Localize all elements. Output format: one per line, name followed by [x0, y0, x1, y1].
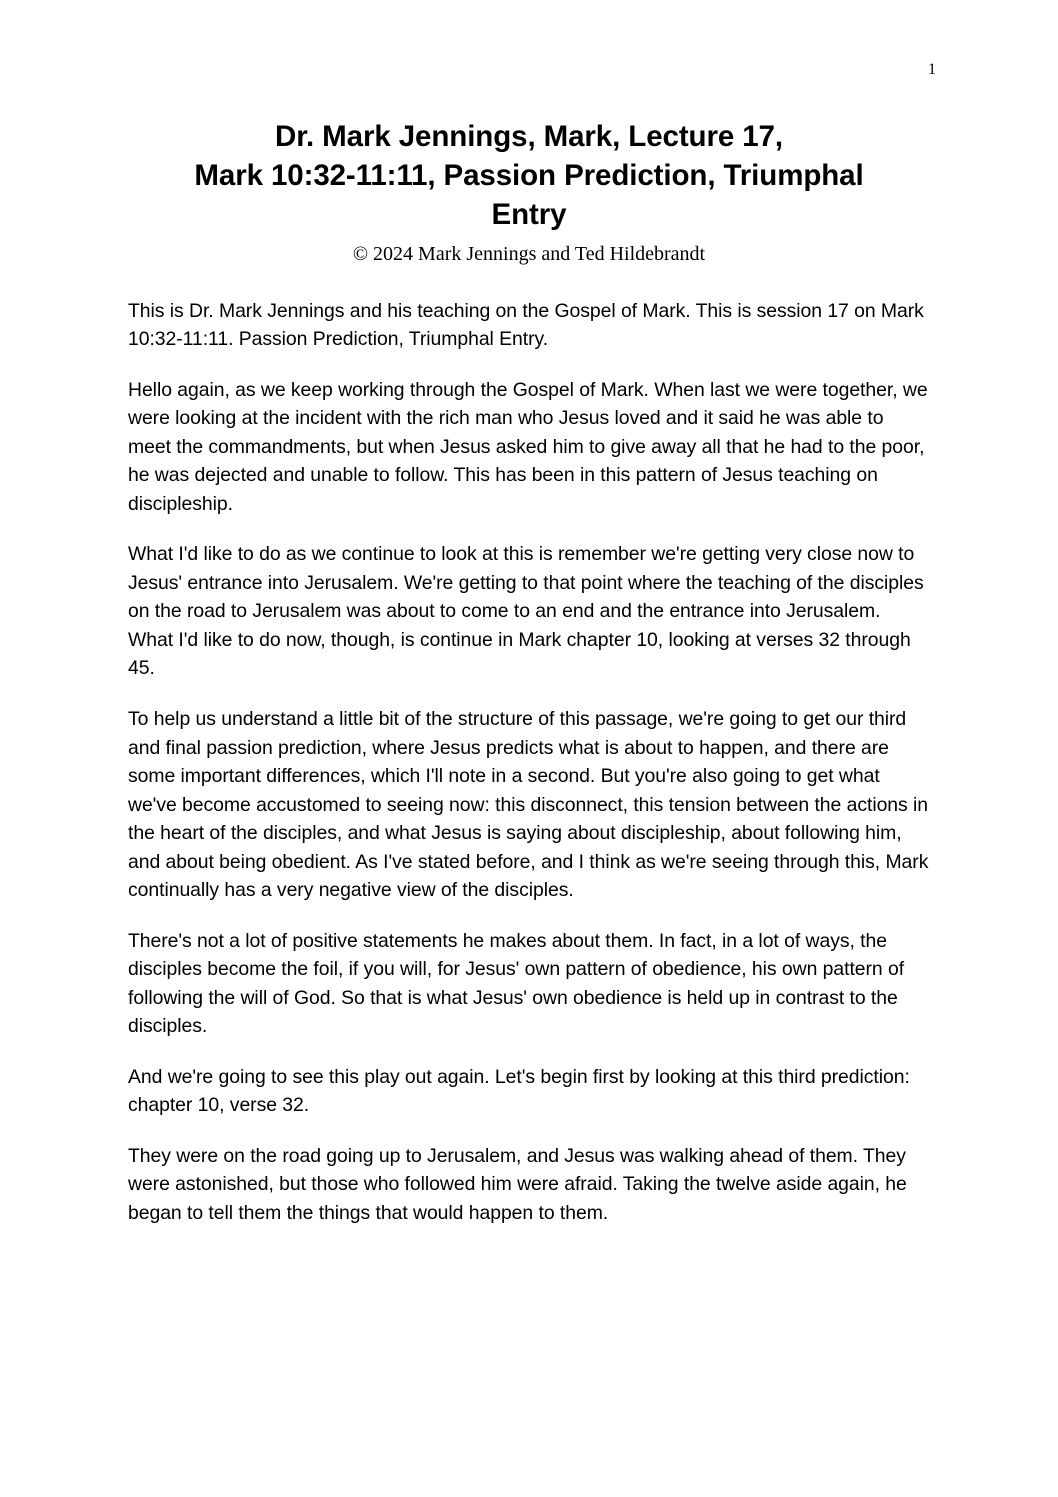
paragraph: They were on the road going up to Jerusalem, and Jesus was walking ahead of them. They were astonished, but those who followed him were afraid. Taking the twelve aside again, he began to tell them the things that would happen to them.	[128, 1144, 907, 1224]
document-title-line-1: Dr. Mark Jennings, Mark, Lecture 17,	[275, 120, 783, 153]
copyright-line: © 2024 Mark Jennings and Ted Hildebrandt	[352, 242, 706, 265]
paragraph: There's not a lot of positive statements he makes about them. In fact, in a lot of ways, the disciples become the foil, if you will, for Jesus' own pattern of obedience, his own pattern of following the will of God. So that is what Jesus' own obedience is held up in contrast to the disciples.	[128, 929, 905, 1038]
document-title-line-3: Entry	[491, 197, 567, 231]
paragraph: What I'd like to do as we continue to look at this is remember we're getting very close now to Jesus' entrance into Jerusalem. We're getting to that point where the teaching of the disciples on the road to Jerusalem was about to come to an end and the entrance into Jerusalem. What I'd like to do now, though, is continue in Mark chapter 10, looking at verses 32 through 45.	[128, 543, 924, 680]
paragraph: And we're going to see this play out again. Let's begin first by looking at this third prediction: chapter 10, verse 32.	[128, 1065, 910, 1117]
paragraph: Hello again, as we keep working through the Gospel of Mark. When last we were together, we were looking at the incident with the rich man who Jesus loved and it said he was able to meet the commandments, but when Jesus asked him to give away all that he had to the poor, he was dejected and unable to follow. This has been in this pattern of Jesus teaching on discipleship.	[128, 378, 928, 515]
paragraph: This is Dr. Mark Jennings and his teaching on the Gospel of Mark. This is session 17 on Mark 10:32-11:11. Passion Prediction, Triumphal Entry.	[128, 299, 924, 351]
paragraph: To help us understand a little bit of the structure of this passage, we're going to get our third and final passion prediction, where Jesus predicts what is about to happen, and there are some important differences, which I'll note in a second. But you're also going to get what we've become accustomed to seeing now: this disconnect, this tension between the actions in the heart of the disciples, and what Jesus is saying about discipleship, about following him, and about being obedient. As I've stated before, and I think as we're seeing through this, Mark continually has a very negative view of the disciples.	[128, 708, 929, 902]
page-number: 1	[928, 61, 936, 78]
document-title-line-2: Mark 10:32-11:11, Passion Prediction, Triumphal	[194, 158, 864, 192]
document-body	[128, 297, 930, 1227]
document-title	[128, 118, 930, 235]
